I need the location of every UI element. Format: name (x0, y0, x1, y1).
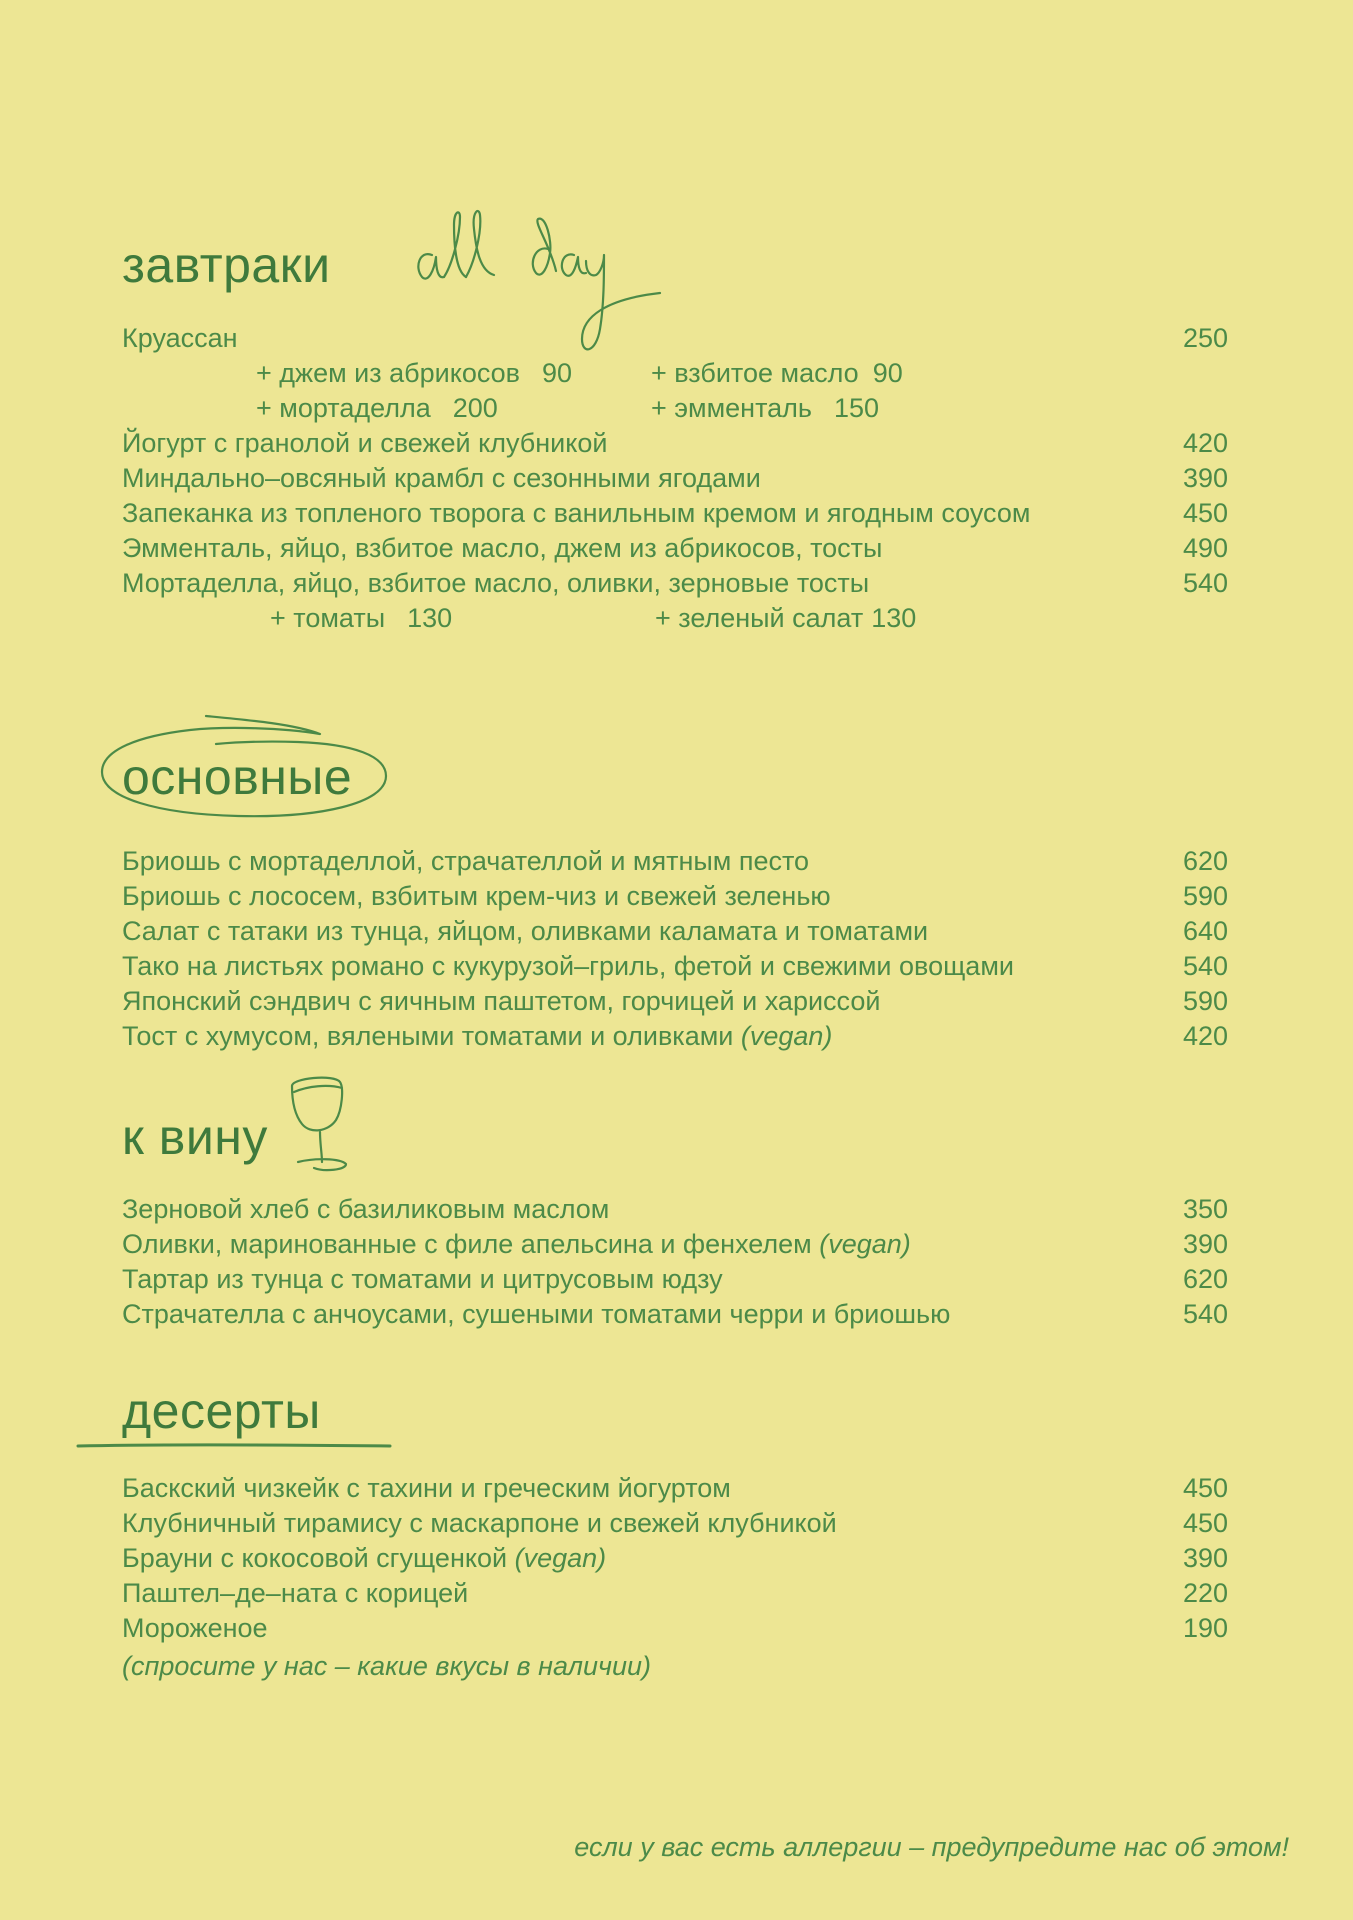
ice-cream-note: (спросите у нас – какие вкусы в наличии) (122, 1651, 651, 1681)
desserts-heading: десерты (122, 1383, 321, 1439)
item-price: 620 (1182, 1264, 1228, 1294)
menu-item (122, 1262, 1228, 1297)
menu-item (122, 1297, 1228, 1332)
addon-item: + эмменталь 150 (651, 393, 880, 423)
item-price: 450 (1182, 1473, 1228, 1503)
item-price: 450 (1182, 1508, 1228, 1538)
menu-item (122, 1611, 1228, 1646)
item-price: 620 (1182, 846, 1228, 876)
addon-item: + джем из абрикосов 90 (256, 358, 573, 388)
vegan-tag: (vegan) (740, 1021, 833, 1051)
item-name: Паштел–де–ната с корицей (122, 1578, 469, 1608)
item-price: 540 (1182, 951, 1228, 981)
menu-item (122, 566, 1228, 601)
item-name: Клубничный тирамису с маскарпоне и свежей клубникой (122, 1508, 837, 1538)
item-name: Мортаделла, яйцо, взбитое масло, оливки, зерновые тосты (122, 568, 870, 598)
item-name: Страчателла с анчоусами, сушеными томатами черри и бриошью (122, 1299, 951, 1329)
vegan-tag: (vegan) (819, 1229, 911, 1259)
item-name: Запеканка из топленого творога с ванильным кремом и ягодным соусом (122, 498, 1031, 528)
addon-item: + мортаделла 200 (256, 393, 498, 423)
wine-glass-icon (284, 1070, 354, 1174)
menu-item (122, 984, 1228, 1019)
item-price: 540 (1182, 1299, 1228, 1329)
menu-item (122, 1227, 1228, 1262)
wine-heading: к вину (122, 1109, 268, 1165)
item-price: 190 (1182, 1613, 1228, 1643)
item-name: Тост с хумусом, вялеными томатами и оливками (vegan) (122, 1021, 833, 1051)
item-price: 250 (1182, 323, 1228, 353)
menu-item (122, 531, 1228, 566)
item-name: Японский сэндвич с яичным паштетом, горчицей и хариссой (122, 986, 881, 1016)
item-price: 640 (1182, 916, 1228, 946)
addon-item: + зеленый салат 130 (655, 603, 917, 633)
menu-item (122, 1541, 1228, 1576)
item-name: Миндально–овсяный крамбл с сезонными ягодами (122, 463, 761, 493)
item-name: Зерновой хлеб с базиликовым маслом (122, 1194, 610, 1224)
menu-item (122, 879, 1228, 914)
underline-stroke-icon (74, 1440, 394, 1452)
menu-item (122, 1019, 1228, 1054)
item-price: 420 (1182, 1021, 1228, 1051)
item-price: 390 (1182, 1229, 1228, 1259)
item-name: Тако на листьях романо с кукурузой–гриль, фетой и свежими овощами (122, 951, 1014, 981)
item-name: Мороженое (122, 1613, 268, 1643)
item-name: Брауни с кокосовой сгущенкой (vegan) (122, 1543, 607, 1573)
menu-item (122, 1471, 1228, 1506)
item-price: 350 (1182, 1194, 1228, 1224)
item-price: 590 (1182, 986, 1228, 1016)
item-name: Баскский чизкейк с тахини и греческим йогуртом (122, 1473, 731, 1503)
item-price: 390 (1182, 1543, 1228, 1573)
item-name: Салат с татаки из тунца, яйцом, оливками каламата и томатами (122, 916, 929, 946)
item-price: 220 (1182, 1578, 1228, 1608)
addon-item: + томаты 130 (270, 603, 453, 633)
item-name: Бриошь с мортаделлой, страчателлой и мятным песто (122, 846, 810, 876)
item-price: 390 (1182, 463, 1228, 493)
item-name: Оливки, маринованные с филе апельсина и фенхелем (vegan) (122, 1229, 911, 1259)
item-name: Йогурт с гранолой и свежей клубникой (122, 428, 608, 458)
item-name: Бриошь с лососем, взбитым крем-чиз и свежей зеленью (122, 881, 831, 911)
item-price: 490 (1182, 533, 1228, 563)
mains-heading: основные (122, 749, 353, 805)
menu-item (122, 496, 1228, 531)
menu-item (122, 426, 1228, 461)
item-price: 450 (1182, 498, 1228, 528)
menu-item (122, 321, 1228, 356)
menu-item (122, 1506, 1228, 1541)
breakfast-heading: завтраки (122, 237, 331, 293)
allergy-footer-note: если у вас есть аллергии – предупредите нас об этом! (574, 1832, 1289, 1862)
menu-item (122, 844, 1228, 879)
menu-item (122, 461, 1228, 496)
item-price: 420 (1182, 428, 1228, 458)
menu-item (122, 1192, 1228, 1227)
item-name: Тартар из тунца с томатами и цитрусовым юдзу (122, 1264, 723, 1294)
item-price: 540 (1182, 568, 1228, 598)
menu-item (122, 949, 1228, 984)
item-name: Круассан (122, 323, 238, 353)
menu-item (122, 914, 1228, 949)
addon-item: + взбитое масло 90 (651, 358, 903, 388)
item-price: 590 (1182, 881, 1228, 911)
vegan-tag: (vegan) (514, 1543, 607, 1573)
item-name: Эмменталь, яйцо, взбитое масло, джем из абрикосов, тосты (122, 533, 883, 563)
menu-item (122, 1576, 1228, 1611)
